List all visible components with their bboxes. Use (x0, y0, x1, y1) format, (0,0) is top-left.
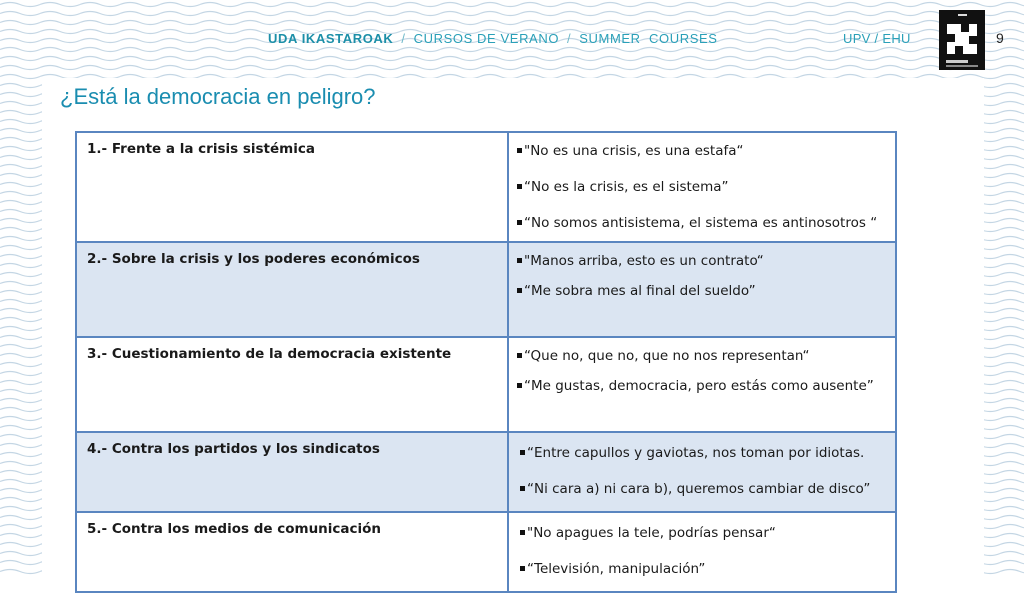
header-cursos: CURSOS DE VERANO (413, 31, 560, 46)
table-row (76, 132, 896, 242)
slogans-table (75, 131, 897, 593)
header-summer: SUMMER COURSES (579, 31, 718, 46)
header-university: UPV / EHU (843, 31, 911, 46)
row-label: 3.- Cuestionamiento de la democracia existente (76, 337, 508, 432)
table-row (76, 337, 896, 432)
row-label: 4.- Contra los partidos y los sindicatos (76, 432, 508, 512)
upv-ehu-logo (939, 10, 985, 70)
list-item: “Televisión, manipulación” (520, 561, 887, 577)
table-row (76, 242, 896, 337)
row-label: 5.- Contra los medios de comunicación (76, 512, 508, 592)
list-item: “No somos antisistema, el sistema es antinosotros “ (517, 215, 887, 231)
page-number: 9 (996, 30, 1004, 46)
row-quotes (508, 242, 896, 337)
list-item: "No es una crisis, es una estafa“ (517, 143, 887, 159)
list-item: “Entre capullos y gaviotas, nos toman por idiotas. (520, 445, 887, 461)
row-quotes (508, 432, 896, 512)
list-item: “Me sobra mes al final del sueldo” (517, 283, 887, 299)
table-row (76, 432, 896, 512)
list-item: “Me gustas, democracia, pero estás como ausente” (517, 378, 887, 394)
list-item: "No apagues la tele, podrías pensar“ (520, 525, 887, 541)
row-quotes (508, 337, 896, 432)
list-item: “Ni cara a) ni cara b), queremos cambiar de disco” (520, 481, 887, 497)
row-quotes (508, 512, 896, 592)
row-label: 2.- Sobre la crisis y los poderes económicos (76, 242, 508, 337)
slide-title: ¿Está la democracia en peligro? (60, 84, 376, 109)
row-quotes (508, 132, 896, 242)
header-breadcrumb (268, 31, 718, 46)
table-row (76, 512, 896, 592)
header-org: UDA IKASTAROAK (268, 31, 394, 46)
list-item: “No es la crisis, es el sistema” (517, 179, 887, 195)
list-item: "Manos arriba, esto es un contrato“ (517, 253, 887, 269)
header-separator: / (401, 31, 406, 46)
list-item: “Que no, que no, que no nos representan“ (517, 348, 887, 364)
header-separator: / (567, 31, 572, 46)
row-label: 1.- Frente a la crisis sistémica (76, 132, 508, 242)
